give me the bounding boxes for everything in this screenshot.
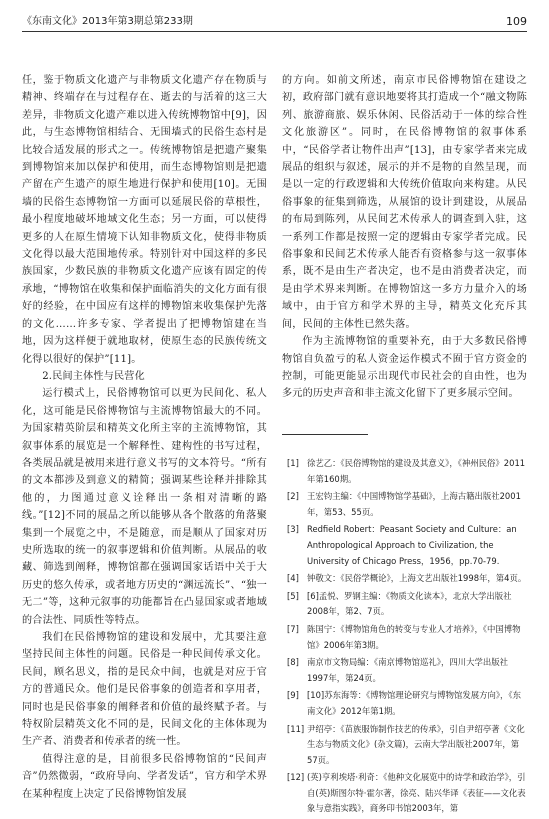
reference-text: 钟敬文：《民俗学概论》，上海文艺出版社1998年，第4页。 (307, 573, 527, 584)
reference-text: 王宏钧主编：《中国博物馆学基础》，上海古籍出版社2001年，第53、55页。 (307, 491, 521, 517)
reference-text: Redfield Robert：Peasant Society and Culture：an Anthropological Approach to Civilization, the University of Chicago Press，1956，pp.70-79. (307, 524, 517, 566)
reference-number: [2] (287, 491, 299, 502)
reference-number: [3] (287, 524, 299, 535)
section-heading: 2.民间主体性与民营化 (42, 370, 145, 382)
reference-item (287, 571, 527, 587)
header-rule (22, 31, 527, 32)
reference-text: [6]孟悦、罗钢主编：《物质文化读本》，北京大学出版社2008年，第2、7页。 (307, 590, 512, 617)
reference-text: (英)亨利埃塔·利奇：《他种文化展览中的诗学和政治学》，引自(英)斯图尔特·霍尔著，徐亮、陆兴华译《表征——文化表象与意指实践》，商务印书馆2003年，第 (307, 772, 526, 814)
journal-title: 《东南文化》2013年第3期总第233期 (22, 16, 193, 27)
reference-number: [9] (287, 690, 299, 701)
reference-item (287, 589, 527, 620)
footnote-separator (282, 434, 368, 435)
paragraph: 值得注意的是，目前很多民俗博物馆的“民间声音”仍然微弱，“政府导向、学者发话”，官方和学术界在某种程度上决定了民俗博物馆发展 (22, 753, 267, 800)
reference-text: 徐艺乙：《民俗博物馆的建设及其意义》，《神州民俗》2011年第160期。 (307, 458, 526, 484)
paragraph: 作为主流博物馆的重要补充，由于大多数民俗博物馆自负盈亏的私人资金运作模式不囿于官方资金的控制，可能更能显示出现代市民社会的自由性，也为多元的历史声音和非主流文化留下了更多展示空间。 (282, 336, 527, 400)
left-column (22, 72, 267, 803)
reference-number: [12] (287, 772, 305, 783)
reference-number: [7] (287, 623, 299, 634)
reference-item (287, 489, 527, 520)
reference-item (287, 622, 527, 653)
paragraph: 的方向。如前文所述，南京市民俗博物馆在建设之初，政府部门就有意识地要将其打造成一个“融文物陈列、旅游商旅、娱乐休闲、民俗活动于一体的综合性文化旅游区”。同时，在民俗博物馆的叙事体系中，“民俗学者让物件出声”[13]，由专家学者来完成展品的组织与叙述，展示的并不是物的自然呈现，而是以一定的行政逻辑和大传统价值取向来构建。从民俗事象的征集到筛选，从展馆的设计到建设，从展品的布局到陈列，从民间艺术传承人的调查到入驻，这一系列工作都是按照一定的逻辑由专家学者完成。民俗事象和民间艺术传承人能否有资格参与这一叙事体系，既不是由生产者决定，也不是由消费者决定，而是由学术界来判断。在博物馆这一多方力量介入的场域中，由于官方和学术界的主导，精英文化充斥其间，民间的主体性已然失落。 (282, 75, 527, 330)
reference-number: [1] (287, 458, 299, 468)
page-header (22, 14, 527, 30)
reference-number: [4] (287, 573, 299, 584)
reference-text: [10]苏东海等：《博物馆理论研究与博物馆发展方向》，《东南文化》2012年第1期。 (307, 690, 521, 716)
reference-number: [5] (287, 590, 299, 601)
paragraph: 任，鉴于物质文化遗产与非物质文化遗产存在物质与精神、终端存在与过程存在、逝去的与活着的这三大差异，非物质文化遗产难以进入传统博物馆中[9]，因此，与生态博物馆相结合、无围墙式的民俗生态村是比较合适发展的形式之一。传统博物馆是把遗产聚集到博物馆来加以保护和使用，而生态博物馆则是把遗产留在产生遗产的原生地进行保护和使用[10]。无围墙的民俗生态博物馆一方面可以延展民俗的草根性，最小程度地破坏地域文化生态；另一方面，可以使得更多的人在原生情境下认知非物质文化，使得非物质文化得以最大范围地传承。特别针对中国这样的多民族国家，少数民族的非物质文化遗产应该有固定的传承地，“博物馆在收集和保护面临消失的文化方面有很好的经验，在中国应有这样的博物馆来收集保护先落的文化……许多专家、学者提出了把博物馆建在当地，因为这样便于就地取材，使原生态的民族传统文化得以很好的保护”[11]。 (22, 75, 267, 365)
page-number: 109 (506, 15, 527, 28)
reference-list (287, 456, 527, 819)
reference-item (287, 770, 527, 817)
paragraph: 运行模式上，民俗博物馆可以更为民间化、私人化，这可能是民俗博物馆与主流博物馆最大的不同。为国家精英阶层和精英文化所主宰的主流博物馆，其叙事体系的展览是一个解释性、建构性的书写过程，各类展品就是被用来进行意义书写的文本符号。“所有的文本都涉及到意义的精简；强调某些诠释并排除其他的，力图通过意义诠释出一条相对清晰的路线。”[12]不同的展品之所以能够从各个散落的角落聚集到一个展览之中，不是随意，而是顺从了国家对历史所选取的统一的叙事逻辑和价值判断。从展品的收藏、筛选到阐释，博物馆都在强调国家话语中关于大历史的悠久传承，或者地方历史的“渊远流长”、“独一无二”等，这种元叙事的功能都旨在凸显国家或者地域的合法性、同质性等特点。 (22, 388, 267, 626)
right-column (282, 72, 527, 403)
reference-item (287, 456, 527, 487)
reference-item (287, 722, 527, 769)
reference-number: [11] (287, 723, 305, 734)
reference-item (287, 522, 527, 569)
reference-text: 尹绍亭：《苗族服饰制作技艺的传承》，引自尹绍亭著《文化生态与物质文化》(杂文篇)，云南大学出版社2007年，第57页。 (307, 723, 525, 765)
paragraph: 我们在民俗博物馆的建设和发展中，尤其要注意坚持民间主体性的问题。民俗是一种民间传承文化。民间，顾名思义，指的是民众中间，也就是对应于官方的普通民众。他们是民俗事象的创造者和享用者，同时也是民俗事象的阐释者和价值的最终赋予者。与特权阶层精英文化不同的是，民间文化的主体体现为生产者、消费者和传承者的统一性。 (22, 632, 267, 748)
reference-text: 南京市文物局编：《南京博物馆巡礼》，四川大学出版社1997年，第24页。 (307, 657, 508, 683)
reference-number: [8] (287, 657, 299, 668)
reference-text: 陈国宁：《博物馆角色的转变与专业人才培养》，《中国博物馆》2006年第3期。 (307, 623, 521, 650)
reference-item (287, 688, 527, 719)
reference-item (287, 655, 527, 686)
